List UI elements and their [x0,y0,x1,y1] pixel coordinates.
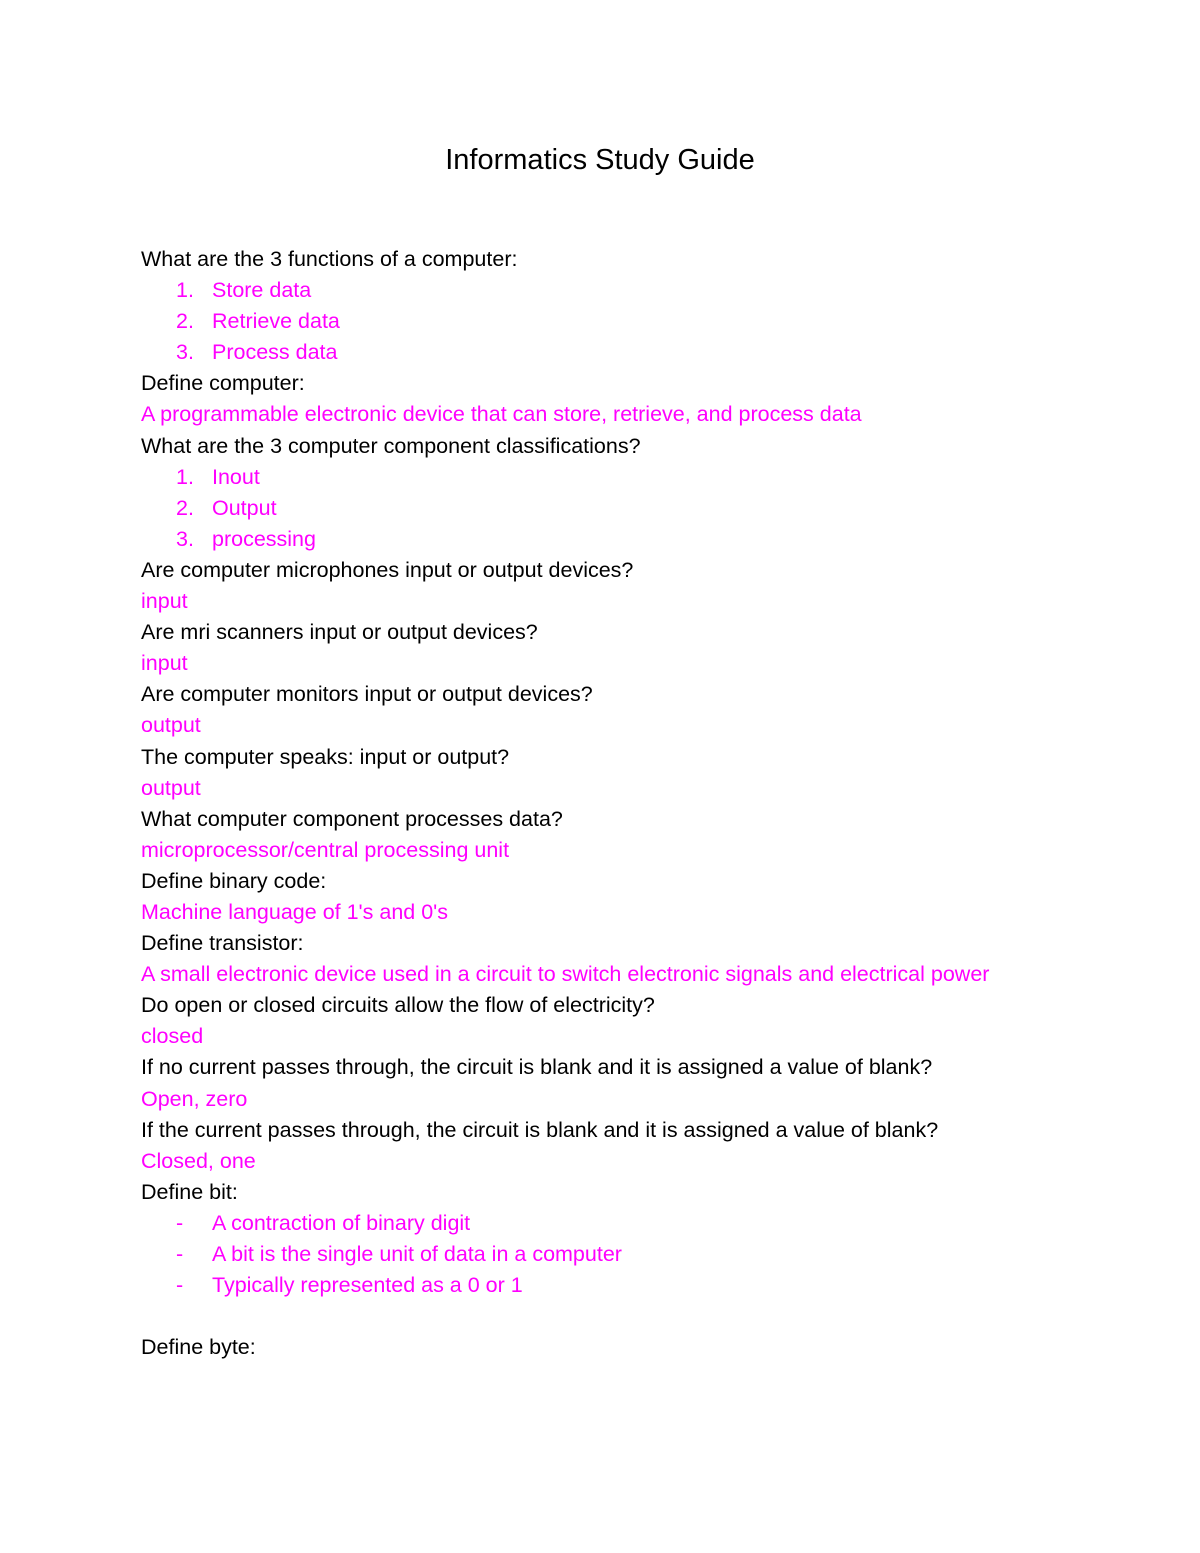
answer: output [141,713,201,738]
answer: Machine language of 1's and 0's [141,899,449,924]
question: Are computer microphones input or output devices? [141,557,634,582]
list-item-text: Process data [212,340,338,365]
question: Define byte: [141,1335,256,1360]
answer: input [141,589,188,614]
list-item [141,462,1041,493]
question: Are mri scanners input or output devices? [141,620,538,645]
question: If the current passes through, the circuit is blank and it is assigned a value of blank? [141,1117,939,1142]
answer: microprocessor/central processing unit [141,837,510,862]
question: If no current passes through, the circuit is blank and it is assigned a value of blank? [141,1055,933,1080]
list-marker: 1. [176,278,194,303]
list-item-text: Store data [212,278,312,303]
list-item-text: Output [212,495,277,520]
question: What are the 3 functions of a computer: [141,247,518,271]
list-marker: 3. [176,526,194,551]
list-item [141,275,1041,306]
list-item [141,337,1041,368]
answer-list [141,462,1041,555]
question: What computer component processes data? [141,806,563,831]
answer: output [141,775,201,800]
list-marker: 3. [176,340,194,365]
list-item [141,524,1041,555]
list-item-text: Typically represented as a 0 or 1 [212,1273,523,1298]
list-item [141,1208,1041,1239]
list-item [141,493,1041,524]
list-item [141,1270,1041,1301]
question: Are computer monitors input or output devices? [141,682,593,707]
blank-line [141,1301,1041,1332]
list-marker: - [176,1210,184,1235]
list-item [141,1239,1041,1270]
list-item-text: Inout [212,464,260,489]
list-marker: 2. [176,495,194,520]
question: Do open or closed circuits allow the flow of electricity? [141,993,655,1018]
list-item-text: Retrieve data [212,309,340,334]
answer-list [141,1208,1041,1301]
question: What are the 3 computer component classifications? [141,433,641,458]
list-marker: 1. [176,464,194,489]
answer: closed [141,1024,204,1049]
list-marker: - [176,1242,184,1266]
question: Define transistor: [141,931,304,956]
list-item [141,306,1041,337]
answer: Open, zero [141,1086,248,1111]
question: Define computer: [141,371,305,396]
list-marker: - [176,1273,184,1298]
question: Define binary code: [141,868,327,893]
list-item-text: processing [212,526,316,551]
answer-list [141,275,1041,368]
list-item-text: A bit is the single unit of data in a computer [212,1242,622,1266]
answer: Closed, one [141,1148,256,1173]
question: The computer speaks: input or output? [141,744,510,769]
list-marker: 2. [176,309,194,334]
question: Define bit: [141,1179,238,1204]
answer: input [141,651,188,676]
list-item-text: A contraction of binary digit [212,1210,471,1235]
document-title: Informatics Study Guide [445,144,755,176]
study-guide-content [141,244,1041,1363]
answer: A programmable electronic device that can store, retrieve, and process data [141,402,862,427]
answer: A small electronic device used in a circuit to switch electronic signals and electrical power [141,962,990,987]
